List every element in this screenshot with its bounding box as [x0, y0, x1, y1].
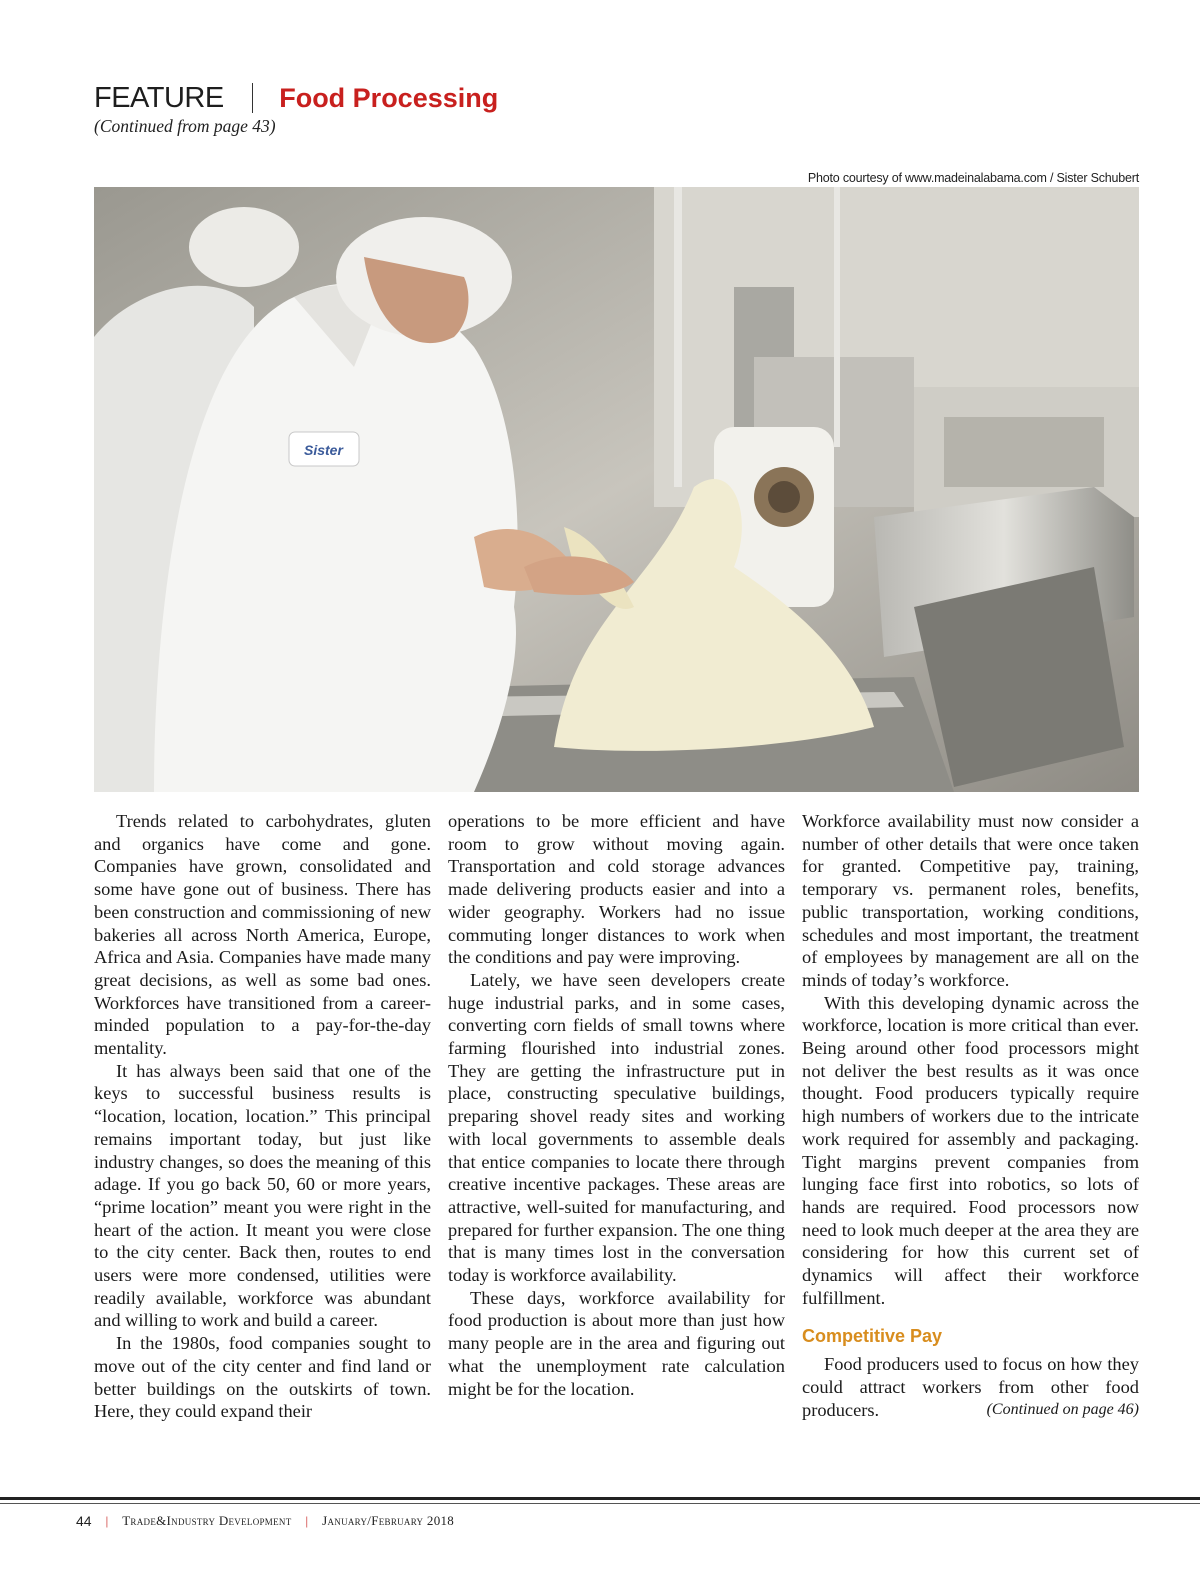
paragraph: Workforce availability must now consider a number of other details that were once taken for granted. Competitive pay, training, temporary vs. permanent roles, benefits, public transportation, working conditions, schedules and most important, the treatment of employees by management are all on the minds of today’s workforce. — [802, 811, 1139, 990]
continued-on-note: (Continued on page 46) — [986, 1400, 1139, 1418]
footer-separator: | — [305, 1513, 309, 1528]
paragraph: It has always been said that one of the keys to successful business results is “location, location, location.” This principal remains important today, but just like industry changes, so does the meaning of this adage. If you go back 50, 60 or more years, “prime location” meant you were right in the heart of the action. It meant you were close to the city center. Back then, routes to end users were more condensed, utilities were readily available, workforce was abundant and willing to work and build a career. — [94, 1060, 431, 1331]
footer-rule — [0, 1497, 1200, 1500]
feature-photo — [94, 187, 1139, 792]
section-label: FEATURE — [94, 81, 224, 114]
paragraph — [802, 1353, 1139, 1421]
issue-date: January/February 2018 — [322, 1513, 455, 1528]
continued-from-note: (Continued from page 43) — [94, 116, 276, 136]
paragraph: These days, workforce availability for food production is about more than just how many people are in the area and figuring out what the unemployment rate calculation might be for the location. — [448, 1287, 785, 1399]
subhead-competitive-pay: Competitive Pay — [802, 1326, 943, 1347]
article-column-2 — [448, 810, 785, 1400]
page-footer — [76, 1513, 454, 1529]
page-header — [94, 78, 498, 118]
paragraph: Lately, we have seen developers create huge industrial parks, and in some cases, converting corn fields of small towns where farming flourished into industrial zones. They are getting the infrastructure put in place, constructing speculative buildings, preparing shovel ready sites and working with local governments to assemble deals that entice companies to locate there through creative incentive packages. These areas are attractive, well-suited for manufacturing, and prepared for further expansion. The one thing that is many times lost in the conversation today is workforce availability. — [448, 969, 785, 1286]
header-divider — [252, 83, 254, 113]
article-column-3 — [802, 810, 1139, 1422]
footer-separator: | — [105, 1513, 109, 1528]
article-column-1 — [94, 810, 431, 1423]
paragraph: operations to be more efficient and have room to grow without moving again. Transportation and cold storage advances made delivering products easier and into a wider geography. Workers had no issue commuting longer distances to work when the conditions and pay were improving. — [448, 811, 785, 968]
paragraph: In the 1980s, food companies sought to move out of the city center and find land or better buildings on the outskirts of town. Here, they could expand their — [94, 1333, 431, 1422]
name-badge-text: Sister — [304, 442, 343, 458]
photo-credit: Photo courtesy of www.madeinalabama.com / Sister Schubert — [807, 171, 1139, 185]
section-topic: Food Processing — [279, 82, 499, 113]
footer-rule-thin — [0, 1503, 1200, 1504]
publication-name: Trade&Industry Development — [122, 1513, 292, 1528]
paragraph: With this developing dynamic across the workforce, location is more critical than ever. Being around other food processors might not deliver the best results as it was once thought. Food producers typically require high numbers of workers due to the intricate work required for assembly and packaging. Tight margins prevent companies from lunging face first into robotics, so lots of hands are required. Food processors now need to look much deeper at the area they are considering for how this current set of dynamics will affect their workforce fulfillment. — [802, 992, 1139, 1308]
paragraph-text: Food producers used to focus on how they could attract workers from other food producers. — [802, 1354, 1139, 1420]
factory-photo-illustration — [94, 187, 1139, 792]
paragraph: Trends related to carbohydrates, gluten and organics have come and gone. Companies have grown, consolidated and some have gone out of business. There has been construction and commissioning of new bakeries all across North America, Europe, Africa and Asia. Companies have made many great decisions, as well as some bad ones. Workforces have transitioned from a career-minded population to a pay-for-the-day mentality. — [94, 811, 431, 1059]
page-number: 44 — [76, 1513, 92, 1529]
